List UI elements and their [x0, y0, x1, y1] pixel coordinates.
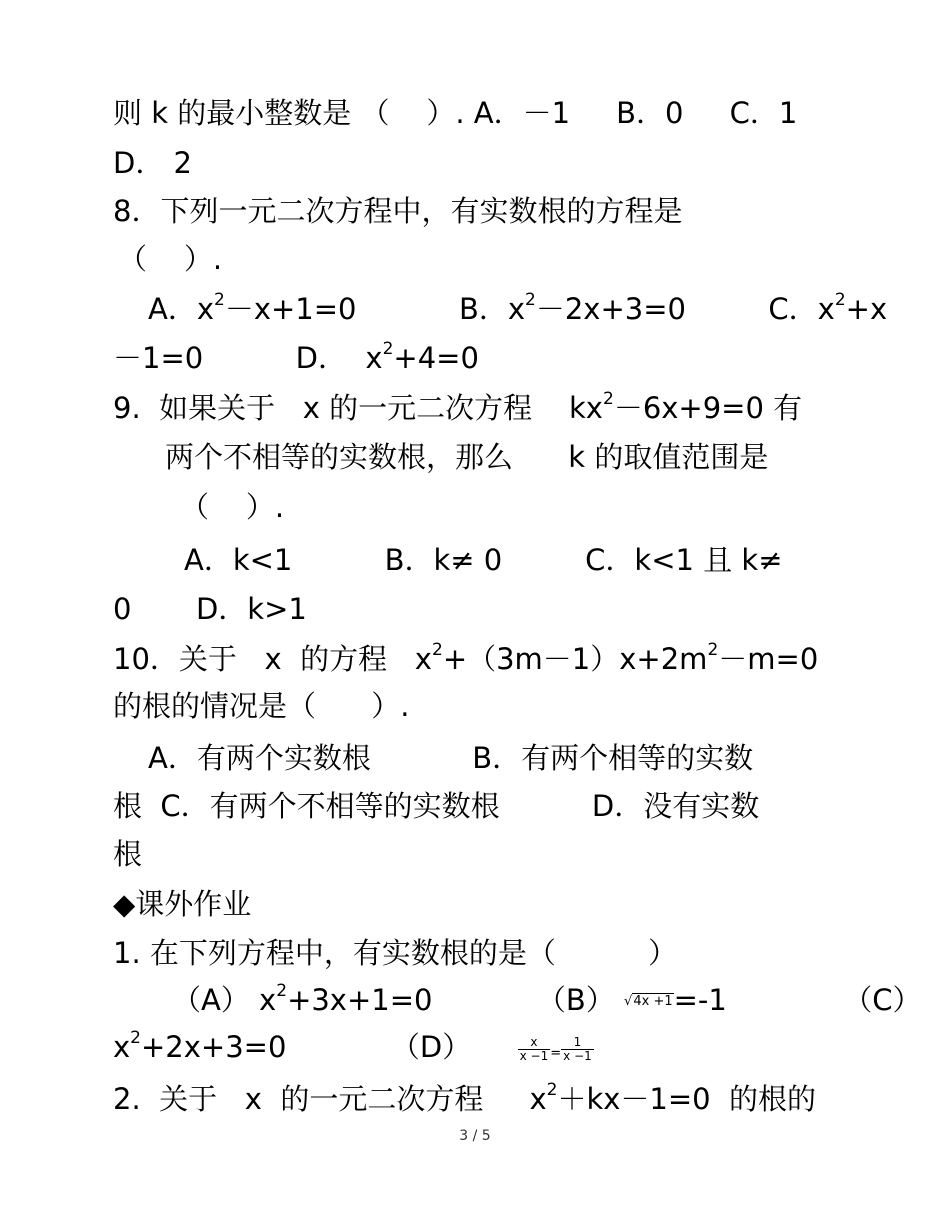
option-c: C．x [768, 292, 835, 326]
q8-bracket [118, 242, 222, 276]
exponent: 2 [546, 1080, 558, 1101]
denominator: x −1 [563, 1048, 592, 1063]
q9-options-line-2 [113, 592, 307, 626]
text-line: 1. 在下列方程中，有实数根的是（ ） [113, 936, 678, 970]
exponent: 2 [602, 389, 614, 410]
numerator: x [518, 1036, 551, 1050]
q9-bracket [180, 490, 284, 524]
exponent: 2 [214, 290, 225, 311]
text-line: D． 2 [113, 146, 192, 180]
text-line: －2x+3=0 [535, 292, 686, 326]
text-line: x [113, 1030, 131, 1064]
q9-stem-line-1 [113, 391, 802, 425]
exponent: 2 [382, 339, 394, 360]
equals-sign: = [550, 1046, 562, 1061]
option-d: （D） [390, 1030, 472, 1064]
q10-options-line-3 [113, 837, 142, 871]
page-number: 3 / 5 [459, 1128, 491, 1144]
exponent: 2 [130, 1028, 141, 1049]
q9-options-line-1 [184, 543, 783, 577]
section-title: ◆课外作业 [113, 887, 252, 921]
text-line: 则 k 的最小整数是 （ ）. A．－1 B．0 C．1 [113, 96, 798, 130]
text-line: 的根的情况是（ ）. [113, 689, 410, 723]
text-line: 10．关于 x 的方程 x [113, 642, 432, 676]
text-line: 两个不相等的实数根，那么 k 的取值范围是 [165, 440, 769, 474]
numerator: 1 [561, 1036, 594, 1050]
q8-options-line-1 [148, 292, 887, 326]
hw-q2-stem [113, 1082, 816, 1116]
text-line: +3x+1=0 [287, 983, 433, 1017]
text-line: －6x+9=0 有 [613, 391, 803, 425]
text-line: =-1 [673, 983, 727, 1017]
text-line: 8．下列一元二次方程中，有实数根的方程是 [113, 194, 683, 228]
q10-options-line-1 [148, 741, 753, 775]
text-line: －1=0 [113, 341, 204, 375]
text-line: 2. 关于 x 的一元二次方程 x [113, 1082, 547, 1116]
option-a: A．x [148, 292, 215, 326]
text-line: ＋kx－1=0 的根的 [557, 1082, 817, 1116]
text-line: 根 C．有两个不相等的实数根 D．没有实数 [113, 789, 760, 823]
fraction-right [561, 1036, 594, 1063]
exponent: 2 [525, 290, 536, 311]
option-d: D． x [295, 341, 383, 375]
text-line: +4=0 [393, 341, 479, 375]
hw-q1-stem [113, 936, 677, 970]
option-c: （C） [843, 983, 922, 1017]
q7-options-line [113, 96, 797, 130]
text-line: －m=0 [718, 642, 819, 676]
text-line: +（3m－1）x+2m [442, 642, 708, 676]
text-line: +x [845, 292, 888, 326]
option-a: （A） x [172, 983, 277, 1017]
text-line: 0 D．k>1 [113, 592, 307, 626]
q10-stem-line-1 [113, 642, 818, 676]
exponent: 2 [707, 640, 719, 661]
exponent: 2 [834, 290, 846, 311]
text-line: +2x+3=0 [141, 1030, 287, 1064]
sqrt-expression: √4x +1 [624, 994, 673, 1009]
fraction-left [518, 1036, 551, 1063]
hw-q1-options-line-1 [172, 983, 922, 1019]
q7-option-d [113, 146, 192, 180]
section-heading-homework [113, 887, 251, 921]
text-line: A．有两个实数根 B．有两个相等的实数 [148, 741, 754, 775]
text-line: （ ）. [118, 242, 223, 276]
q10-options-line-2 [113, 789, 759, 823]
text-line: A．k<1 B．k≠ 0 C．k<1 且 k≠ [184, 543, 783, 577]
hw-q1-options-line-2 [113, 1030, 594, 1071]
text-line: （ ）. [180, 490, 285, 524]
q9-stem-line-2 [165, 440, 768, 474]
q8-options-line-2 [113, 341, 479, 375]
text-line: 根 [113, 837, 143, 871]
q10-stem-line-2 [113, 689, 410, 723]
denominator: x −1 [519, 1048, 549, 1063]
text-line: －x+1=0 [224, 292, 357, 326]
text-line: 9. 如果关于 x 的一元二次方程 kx [113, 391, 603, 425]
exponent: 2 [431, 640, 443, 661]
option-b: （B） [536, 983, 615, 1017]
q8-stem [113, 194, 682, 228]
option-b: B．x [458, 292, 526, 326]
radicand: 4x +1 [633, 994, 673, 1009]
exponent: 2 [276, 981, 288, 1002]
